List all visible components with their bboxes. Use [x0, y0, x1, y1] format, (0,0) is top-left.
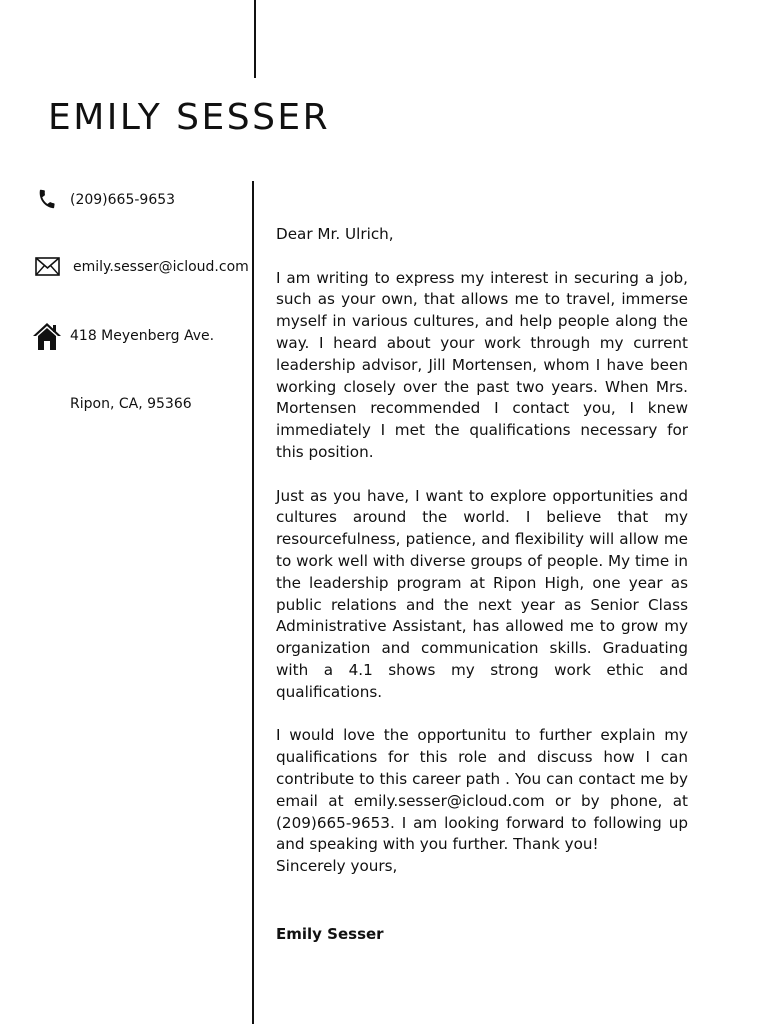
page-title: EMILY SESSER [48, 97, 331, 138]
letter-paragraph: I would love the opportunitu to further explain my qualifications for this role and discuss how I can contribute to this career path . You can contact me by email at emily.sesser@icloud.com or by phone, at (209)665-9653. I am looking forward to following up and speaking with you further. Thank you! [276, 726, 688, 854]
letter-paragraph: I am writing to express my interest in securing a job, such as your own, that allows me to travel, immerse myself in various cultures, and help people along the way. I heard about your work through my current leadership advisor, Jill Mortensen, whom I have been working closely over the past two years. When Mrs. Mortensen recommended I contact you, I knew immediately I met the qualifications necessary for this position. [276, 268, 688, 461]
home-icon [32, 321, 62, 351]
column-divider-line [252, 181, 254, 1024]
letter-signature: Emily Sesser [276, 925, 384, 943]
contact-email: emily.sesser@icloud.com [73, 259, 249, 275]
letter-body [276, 224, 688, 878]
letter-salutation: Dear Mr. Ulrich, [276, 225, 394, 243]
envelope-icon [35, 257, 60, 276]
phone-icon [36, 186, 58, 212]
contact-address-line1: 418 Meyenberg Ave. [70, 328, 215, 344]
contact-phone: (209)665-9653 [70, 192, 176, 208]
letter-paragraph: Just as you have, I want to explore opportunities and cultures around the world. I believe that my resourcefulness, patience, and flexibility will allow me to work well with diverse groups of people. My time in the leadership program at Ripon High, one year as public relations and the next year as Senior Class Administrative Assistant, has allowed me to grow my organization and communication skills. Graduating with a 4.1 shows my strong work ethic and qualifications. [276, 486, 688, 701]
top-divider-line [254, 0, 256, 78]
contact-address-line2: Ripon, CA, 95366 [70, 396, 192, 412]
letter-closing: Sincerely yours, [276, 857, 398, 876]
